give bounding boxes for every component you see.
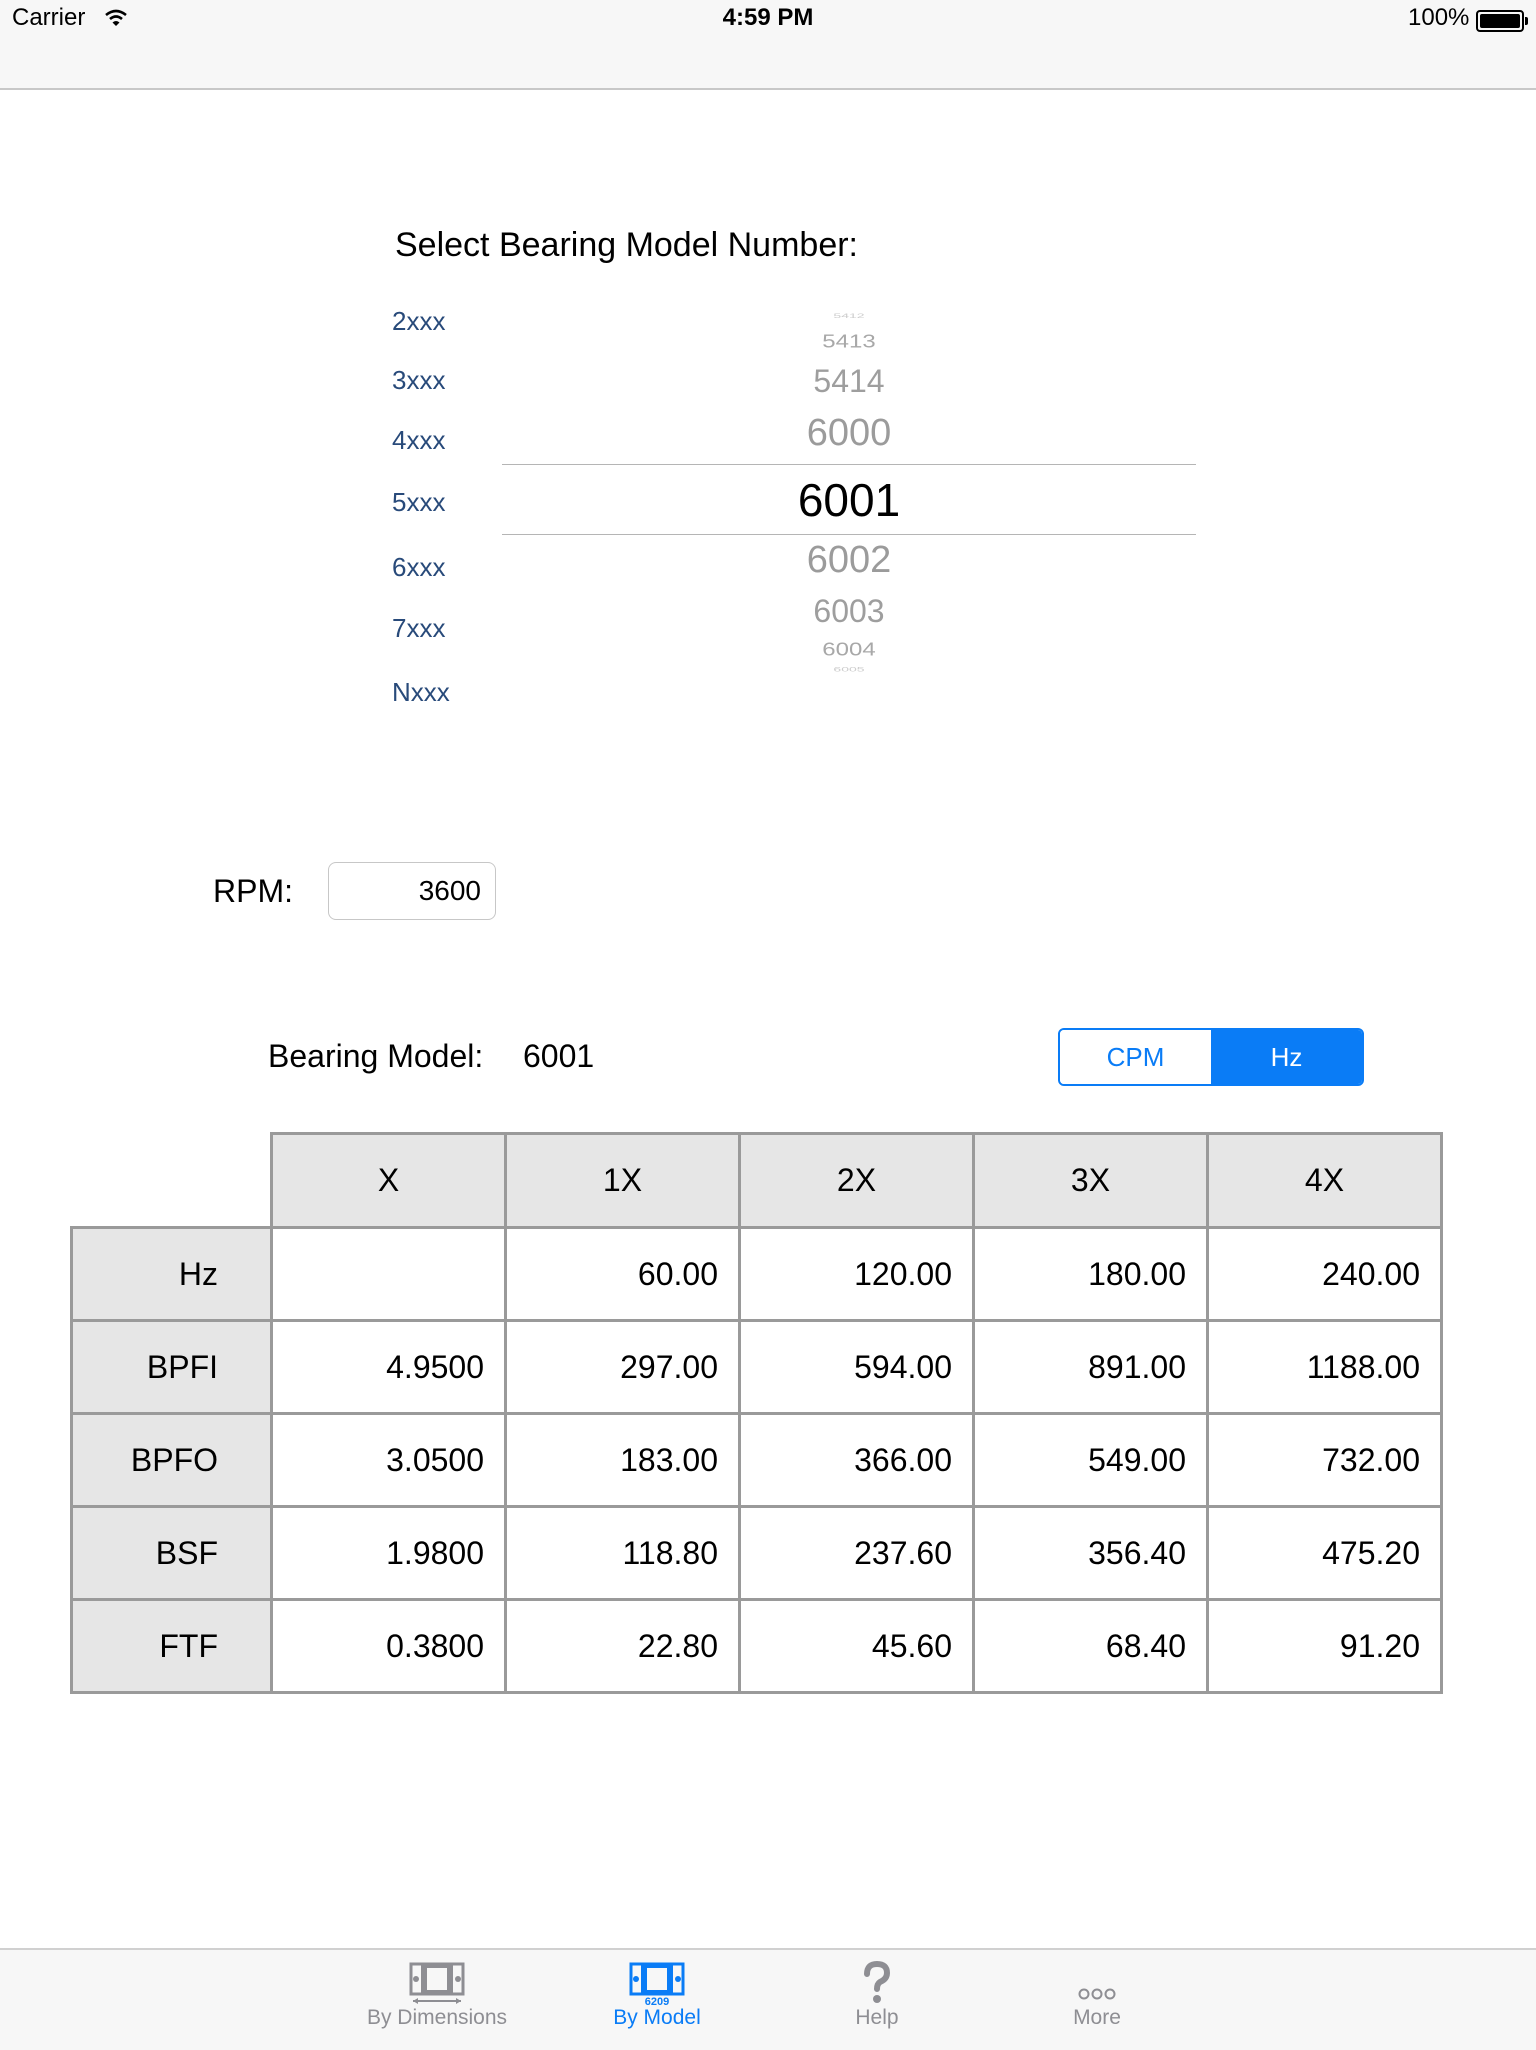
- rpm-input[interactable]: [328, 862, 496, 920]
- tab-help[interactable]: [777, 1950, 977, 2050]
- row-header: BSF: [72, 1507, 272, 1600]
- picker-row[interactable]: 6002: [806, 539, 892, 581]
- tab-label: Help: [855, 2006, 899, 2029]
- row-header: BPFO: [72, 1414, 272, 1507]
- table-cell: 1188.00: [1208, 1321, 1442, 1414]
- table-cell: 45.60: [740, 1600, 974, 1693]
- table-cell: 549.00: [974, 1414, 1208, 1507]
- table-cell: 120.00: [740, 1228, 974, 1321]
- series-item-nxxx[interactable]: Nxxx: [392, 677, 450, 707]
- table-cell: 732.00: [1208, 1414, 1442, 1507]
- picker-row[interactable]: 5412: [833, 312, 865, 320]
- picker-row[interactable]: 6003: [813, 593, 885, 629]
- table-cell: 22.80: [506, 1600, 740, 1693]
- table-cell: 237.60: [740, 1507, 974, 1600]
- table-cell: 1.9800: [272, 1507, 506, 1600]
- frequency-table: [70, 1132, 1443, 1694]
- picker-row[interactable]: 6005: [833, 665, 865, 673]
- battery-percentage: 100%: [1408, 4, 1470, 31]
- model-icon-text: 6209: [644, 1996, 670, 2006]
- table-cell: 0.3800: [272, 1600, 506, 1693]
- column-header: 1X: [506, 1134, 740, 1228]
- picker-title: Select Bearing Model Number:: [395, 226, 859, 264]
- model-picker-wheel[interactable]: [502, 312, 1196, 678]
- series-item-3xxx[interactable]: 3xxx: [392, 365, 446, 395]
- tab-more[interactable]: [997, 1950, 1197, 2050]
- table-cell: 594.00: [740, 1321, 974, 1414]
- bearing-model-icon: [627, 1960, 687, 2006]
- table-cell: 891.00: [974, 1321, 1208, 1414]
- row-header: Hz: [72, 1228, 272, 1321]
- table-cell: 68.40: [974, 1600, 1208, 1693]
- carrier-label: Carrier: [12, 4, 86, 31]
- series-item-6xxx[interactable]: 6xxx: [392, 552, 446, 582]
- table-row: [72, 1600, 1442, 1693]
- table-cell: 240.00: [1208, 1228, 1442, 1321]
- table-cell: 180.00: [974, 1228, 1208, 1321]
- column-header: X: [272, 1134, 506, 1228]
- table-row: [72, 1321, 1442, 1414]
- segment-hz[interactable]: Hz: [1211, 1030, 1362, 1084]
- series-item-7xxx[interactable]: 7xxx: [392, 613, 446, 643]
- table-cell: 60.00: [506, 1228, 740, 1321]
- column-header: 4X: [1208, 1134, 1442, 1228]
- tab-by-model[interactable]: [557, 1950, 757, 2050]
- tab-label: More: [1073, 2006, 1121, 2029]
- picker-row[interactable]: 6004: [822, 639, 876, 660]
- picker-selection-line-top: [502, 464, 1196, 465]
- table-row: [72, 1507, 1442, 1600]
- column-header: 3X: [974, 1134, 1208, 1228]
- table-header-row: [72, 1134, 1442, 1228]
- bearing-model-value: 6001: [523, 1038, 595, 1074]
- table-cell: 356.40: [974, 1507, 1208, 1600]
- series-item-5xxx[interactable]: 5xxx: [392, 487, 446, 517]
- segment-cpm[interactable]: CPM: [1060, 1030, 1211, 1084]
- tab-bar: [0, 1948, 1536, 2050]
- series-item-2xxx[interactable]: 2xxx: [392, 306, 446, 336]
- tab-label: By Model: [613, 2006, 701, 2029]
- picker-row[interactable]: 5414: [813, 363, 885, 399]
- table-row: [72, 1228, 1442, 1321]
- picker-selection-line-bottom: [502, 534, 1196, 535]
- table-cell: 366.00: [740, 1414, 974, 1507]
- table-corner: [72, 1134, 272, 1228]
- row-header: FTF: [72, 1600, 272, 1693]
- tab-by-dimensions[interactable]: [337, 1950, 537, 2050]
- row-header: BPFI: [72, 1321, 272, 1414]
- question-mark-icon: [847, 1960, 907, 2006]
- column-header: 2X: [740, 1134, 974, 1228]
- bearing-dimensions-icon: [407, 1960, 467, 2006]
- table-cell: 297.00: [506, 1321, 740, 1414]
- bearing-model-label: Bearing Model:: [268, 1038, 484, 1074]
- table-cell: 183.00: [506, 1414, 740, 1507]
- series-item-4xxx[interactable]: 4xxx: [392, 425, 446, 455]
- picker-selected-row[interactable]: 6001: [797, 474, 901, 526]
- table-cell: 91.20: [1208, 1600, 1442, 1693]
- table-cell: [272, 1228, 506, 1321]
- table-row: [72, 1414, 1442, 1507]
- table-cell: 4.9500: [272, 1321, 506, 1414]
- table-cell: 3.0500: [272, 1414, 506, 1507]
- picker-row[interactable]: 5413: [822, 331, 876, 352]
- tab-label: By Dimensions: [366, 2006, 508, 2029]
- units-segmented-control[interactable]: [1058, 1028, 1364, 1086]
- status-time: 4:59 PM: [722, 4, 814, 31]
- battery-icon: [1476, 10, 1524, 32]
- rpm-label: RPM:: [213, 873, 293, 909]
- table-cell: 475.20: [1208, 1507, 1442, 1600]
- table-cell: 118.80: [506, 1507, 740, 1600]
- more-dots-icon: [1067, 1960, 1127, 2006]
- picker-row[interactable]: 6000: [806, 412, 892, 454]
